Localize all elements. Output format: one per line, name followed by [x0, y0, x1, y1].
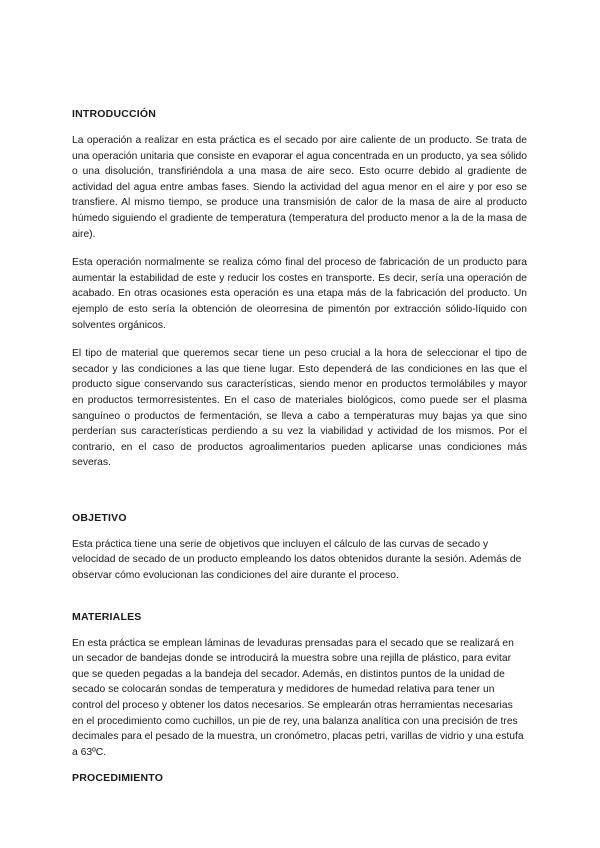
intro-paragraph-1: La operación a realizar en esta práctica es el secado por aire caliente de un producto. Se trata de una operación unitaria que consiste en evaporar el agua concentrada en un producto, ya sea sólido o una disolución, transfiriéndola a una masa de aire seco. Esto ocurre debido al gradiente de actividad del agua entre ambas fases. Siendo la actividad del agua menor en el aire y por eso se transfiere. Al mismo tiempo, se produce una transmisión de calor de la masa de aire al producto húmedo siguiendo el gradiente de temperatura (temperatura del producto menor a la de la masa de aire). [72, 135, 527, 240]
intro-paragraph-3: El tipo de material que queremos secar tiene un peso crucial a la hora de seleccionar el tipo de secador y las condiciones a las que tiene lugar. Esto dependerá de las condiciones en las que el producto sigue conservando sus características, siendo menor en productos termolábiles y mayor en productos termorresistentes. En el caso de materiales biológicos, como puede ser el plasma sanguíneo o productos de fermentación, se lleva a cabo a temperaturas muy bajas ya que sino perderían sus características perdiendo a su vez la viabilidad y actividad de los mismos. Por el contrario, en el caso de productos agroalimentarios pueden aplicarse unas condiciones más severas. [72, 348, 527, 469]
section-heading-procedimiento: PROCEDIMIENTO [72, 772, 164, 785]
section-heading-objetivo: OBJETIVO [72, 511, 127, 524]
section-heading-introduccion: INTRODUCCIÓN [72, 108, 157, 120]
document-page [72, 108, 527, 784]
section-heading-materiales: MATERIALES [72, 610, 142, 623]
intro-paragraph-2: Esta operación normalmente se realiza cómo final del proceso de fabricación de un producto para aumentar la estabilidad de este y reducir los costes en transporte. Es decir, sería una operación de acabado. En otras ocasiones esta operación es una etapa más de la fabricación del producto. Un ejemplo de esto sería la obtención de oleorresina de pimentón por extracción sólido-líquido con solventes orgánicos. [72, 257, 527, 331]
materiales-paragraph: En esta práctica se emplean láminas de levaduras prensadas para el secado que se realizará en un secador de bandejas donde se introducirá la muestra sobre una rejilla de plástico, para evitar que se queden pegadas a la bandeja del secador. Además, en distintos puntos de la unidad de secado se colocarán sondas de temperatura y medidores de humedad relativa para tener un control del proceso y obtener los datos necesarios. Se emplearán otras herramientas necesarias en el procedimiento como cuchillos, un pie de rey, una balanza analítica con una precisión de tres decimales para el pesado de la muestra, un cronómetro, placas petri, varillas de vidrio y una estufa a 63ºC. [72, 637, 524, 758]
objetivo-paragraph: Esta práctica tiene una serie de objetivos que incluyen el cálculo de las curvas de secado y velocidad de secado de un producto empleando los datos obtenidos durante la sesión. Además de observar cómo evolucionan las condiciones del aire durante el proceso. [72, 538, 522, 582]
